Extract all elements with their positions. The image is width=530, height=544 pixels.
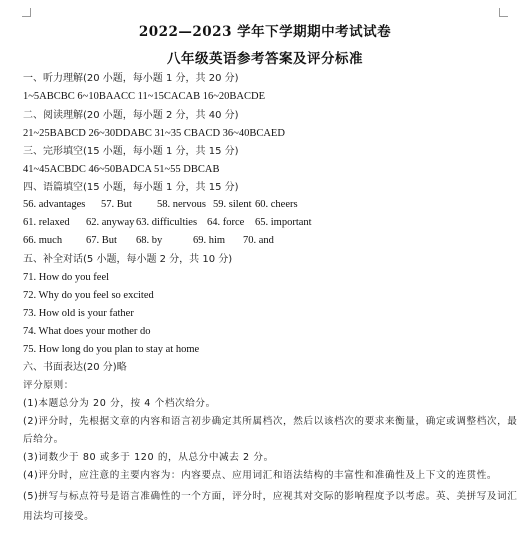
passage-answer: 68. by [136, 235, 163, 246]
passage-answer: 69. him [193, 235, 226, 246]
passage-answer: 63. difficulties [136, 217, 198, 228]
dialogue-answer: 72. Why do you feel so excited [23, 290, 154, 301]
passage-answer: 57. But [101, 199, 132, 210]
answers-listening: 1~5ABCBC 6~10BAACC 11~15CACAB 16~20BACDE [23, 91, 265, 102]
dialogue-answer: 71. How do you feel [23, 272, 110, 283]
passage-answer: 66. much [23, 235, 63, 246]
scoring-rule: (2)评分时，先根据文章的内容和语言初步确定其所属档次，然后以该档次的要求来衡量，确定或调整档次，最 [23, 416, 518, 427]
margin-corner-mark [499, 8, 508, 17]
passage-answer: 61. relaxed [23, 217, 70, 228]
answers-reading: 21~25BABCD 26~30DDABC 31~35 CBACD 36~40BCAED [23, 128, 285, 139]
dialogue-answer: 74. What does your mother do [23, 326, 151, 337]
dialogue-answer: 73. How old is your father [23, 308, 134, 319]
scoring-principles-label: 评分原则： [23, 380, 74, 391]
dialogue-answer: 75. How long do you plan to stay at home [23, 344, 200, 355]
passage-answer: 59. silent [213, 199, 252, 210]
margin-corner-mark [22, 8, 31, 17]
passage-answer: 64. force [207, 217, 245, 228]
section-heading-passage: 四、语篇填空(15 小题，每小题 1 分，共 15 分) [23, 182, 239, 193]
passage-answer: 70. and [243, 235, 274, 246]
scoring-rule-continued: 后给分。 [23, 434, 64, 445]
scoring-rule: (4)评分时，应注意的主要内容为：内容要点、应用词汇和语法结构的丰富性和准确性及上下文的连贯性。 [23, 470, 498, 481]
passage-answer: 58. nervous [157, 199, 206, 210]
scoring-rule: (1)本题总分为 20 分，按 4 个档次给分。 [23, 398, 216, 409]
section-heading-writing: 六、书面表达(20 分)略 [23, 362, 127, 373]
passage-answer: 56. advantages [23, 199, 86, 210]
passage-answer: 60. cheers [255, 199, 298, 210]
section-heading-cloze: 三、完形填空(15 小题，每小题 1 分，共 15 分) [23, 146, 239, 157]
passage-answer: 65. important [255, 217, 312, 228]
passage-answer: 67. But [86, 235, 117, 246]
document-title: 2022—2023 学年下学期期中考试试卷 [138, 24, 392, 40]
scoring-rule: (5)拼写与标点符号是语言准确性的一个方面，评分时，应视其对交际的影响程度予以考虑。英、美拼写及词汇 [23, 491, 518, 502]
answers-cloze: 41~45ACBDC 46~50BADCA 51~55 DBCAB [23, 164, 220, 175]
section-heading-listening: 一、听力理解(20 小题，每小题 1 分，共 20 分) [23, 73, 239, 84]
section-heading-reading: 二、阅读理解(20 小题，每小题 2 分，共 40 分) [23, 110, 239, 121]
passage-answer: 62. anyway [86, 217, 135, 228]
section-heading-dialogue: 五、补全对话(5 小题，每小题 2 分，共 10 分) [23, 254, 233, 265]
scoring-rule: (3)词数少于 80 或多于 120 的，从总分中减去 2 分。 [23, 452, 274, 463]
document-subtitle: 八年级英语参考答案及评分标准 [167, 51, 363, 67]
scoring-rule-continued: 用法均可接受。 [23, 511, 95, 522]
